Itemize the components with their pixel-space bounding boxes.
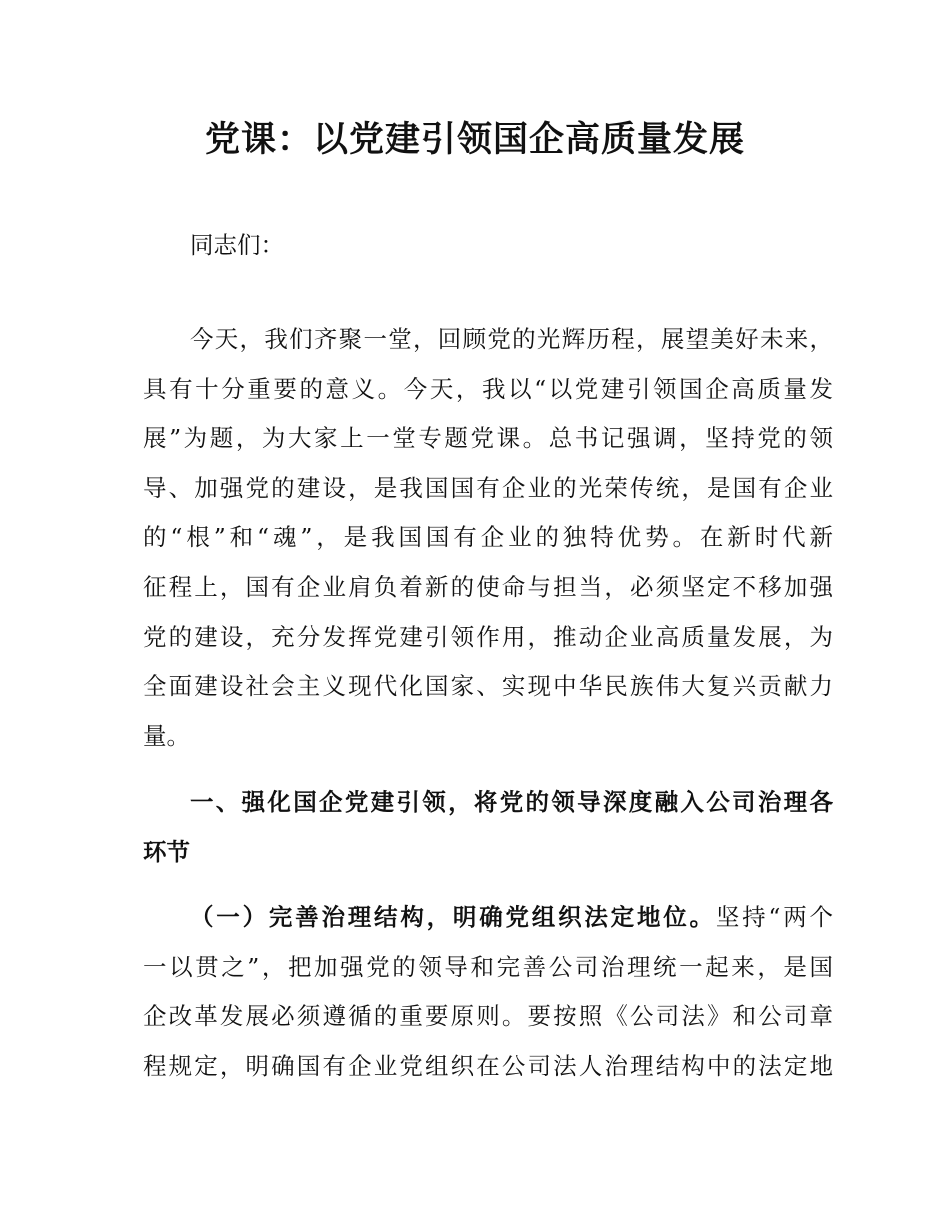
document-title: 党课：以党建引领国企高质量发展 <box>204 120 745 160</box>
subsection-text: 坚持“两个 <box>715 903 834 931</box>
subsection-line: 程规定，明确国有企业党组织在公司法人治理结构中的法定地 <box>143 1051 833 1080</box>
section-1-heading <box>143 778 833 877</box>
intro-paragraph <box>143 315 833 761</box>
salutation: 同志们： <box>190 231 284 259</box>
intro-line: 量。 <box>143 721 190 750</box>
intro-line: 展”为题，为大家上一堂专题党课。总书记强调，坚持党的领 <box>143 424 833 453</box>
subsection-heading: （一）完善治理结构，明确党组织法定地位。 <box>190 903 716 931</box>
section-heading-line: 一、强化国企党建引领，将党的领导深度融入公司治理各 <box>190 788 833 816</box>
intro-line: 具有十分重要的意义。今天，我以“以党建引领国企高质量发 <box>143 374 833 403</box>
subsection-1-paragraph <box>143 893 833 1091</box>
intro-line: 的“根”和“魂”，是我国国有企业的独特优势。在新时代新 <box>143 523 833 552</box>
intro-line: 今天，我们齐聚一堂，回顾党的光辉历程，展望美好未来， <box>190 325 833 353</box>
intro-line: 党的建设，充分发挥党建引领作用，推动企业高质量发展，为 <box>143 622 833 651</box>
subsection-line: 一以贯之”，把加强党的领导和完善公司治理统一起来，是国 <box>143 952 833 981</box>
subsection-line: 企改革发展必须遵循的重要原则。要按照《公司法》和公司章 <box>143 1002 833 1031</box>
subsection-first-line <box>143 893 833 943</box>
salutation-block <box>143 221 833 271</box>
intro-line: 导、加强党的建设，是我国国有企业的光荣传统，是国有企业 <box>143 473 833 502</box>
section-heading-line: 环节 <box>143 837 190 866</box>
intro-line: 征程上，国有企业肩负着新的使命与担当，必须坚定不移加强 <box>143 572 833 601</box>
intro-line: 全面建设社会主义现代化国家、实现中华民族伟大复兴贡献力 <box>143 672 833 701</box>
